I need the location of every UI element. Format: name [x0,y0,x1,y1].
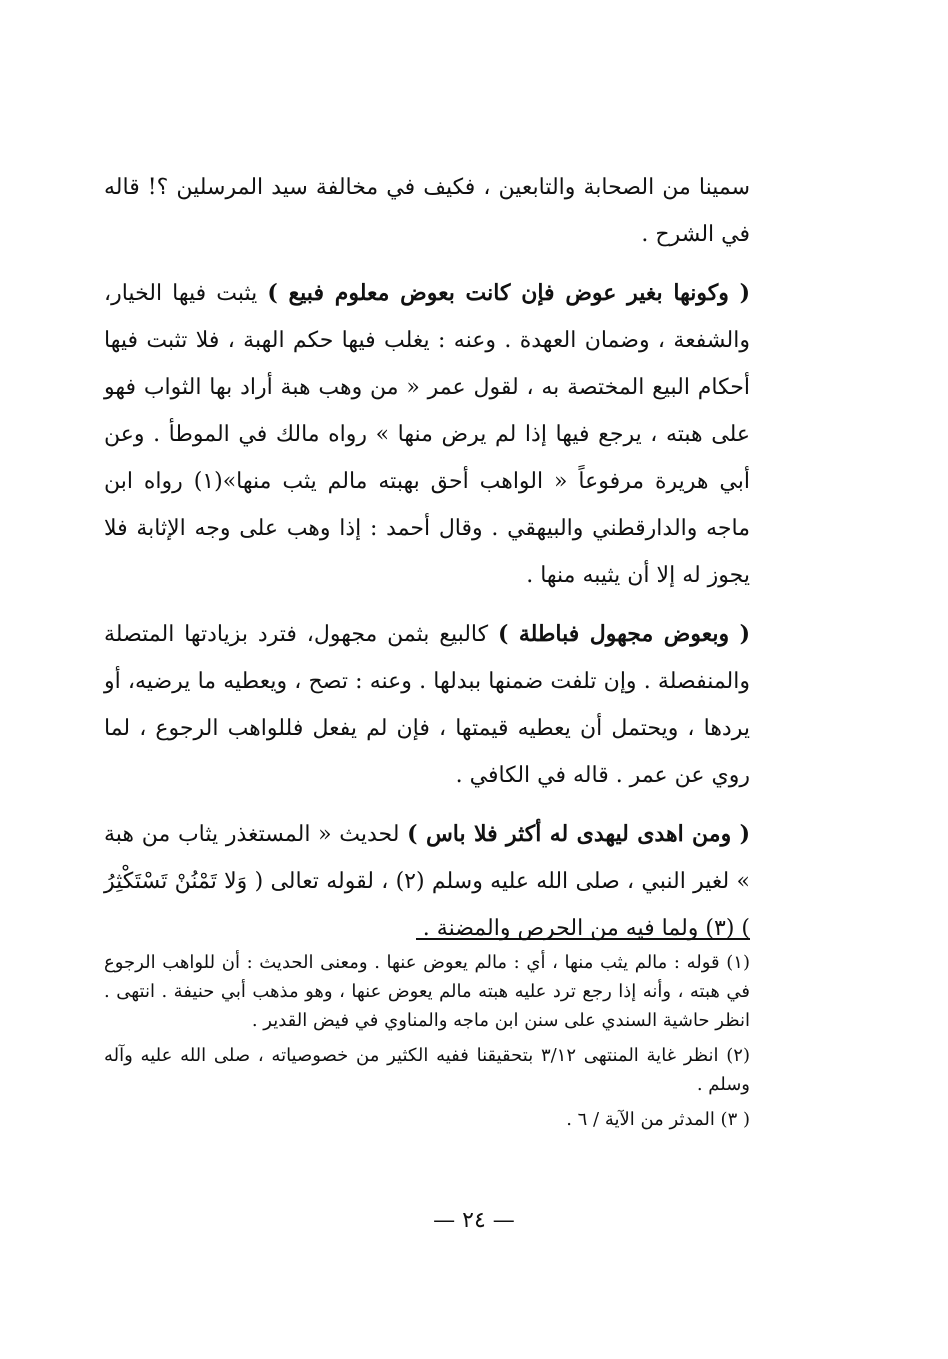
heading-gift-with-known-compensation: ( وكونها بغير عوض فإن كانت بعوض معلوم فبيع ) [267,280,750,306]
paragraph-4-text: لحديث « المستغذر يثاب من هبة » لغير النبي ، صلى الله عليه وسلم (٢) ، لقوله تعالى ( وَلا تَمْنُنْ تَسْتَكْثِرُ ) (٣) ولما فيه من الحرص والمضنة . [104,822,750,941]
heading-unknown-compensation: ( وبعوض مجهول فباطلة ) [497,621,750,647]
footnote-divider [416,938,750,940]
footnote-1: (١) قوله : مالم يثب منها ، أي : مالم يعوض عنها . ومعنى الحديث : أن للواهب الرجوع في هبته ، وأنه إذا رجع ترد عليه هبته مالم يعوض عنها ، وهو مذهب أبي حنيفة . انتهى . انظر حاشية السندي على سنن ابن ماجه والمناوي في فيض القدير . [104,952,750,1031]
heading-gift-for-more: ( ومن اهدى ليهدى له أكثر فلا باس ) [407,821,750,847]
paragraph-1: سمينا من الصحابة والتابعين ، فكيف في مخالفة سيد المرسلين ؟! قاله في الشرح . [104,175,750,247]
footnote-2: (٢) انظر غاية المنتهى ٣/١٢ بتحقيقنا ففيه الكثير من خصوصياته ، صلى الله عليه وآله وسلم . [104,1045,750,1095]
footnote-3: ( ٣) المدثر من الآية / ٦ . [566,1109,750,1130]
paragraph-2-text: يثبت فيها الخيار، والشفعة ، وضمان العهدة . وعنه : يغلب فيها حكم الهبة ، فلا تثبت فيها أحكام البيع المختصة به ، لقول عمر « من وهب هبة أراد بها الثواب فهو على هبته ، يرجع فيها إذا لم يرض منها » رواه مالك في الموطأ . وعن أبي هريرة مرفوعاً « الواهب أحق بهبته مالم يثب منها»(١) رواه ابن ماجه والدارقطني والبيهقي . وقال أحمد : إذا وهب على وجه الإثابة فلا يجوز له إلا أن يثيبه منها . [104,281,750,588]
page-number: — ٢٤ — [433,1208,515,1233]
paragraph-4 [104,811,750,952]
main-text [104,164,750,952]
paragraph-3-text: كالبيع بثمن مجهول، فترد بزيادتها المتصلة والمنفصلة . وإن تلفت ضمنها ببدلها . وعنه : تصح ، ويعطيه ما يرضيه، أو يردها ، ويحتمل أن يعطيه قيمتها ، فإن لم يفعل فللواهب الرجوع ، لما روي عن عمر . قاله في الكافي . [104,622,750,788]
footnotes [104,948,750,1134]
paragraph-3 [104,611,750,799]
paragraph-2 [104,270,750,599]
